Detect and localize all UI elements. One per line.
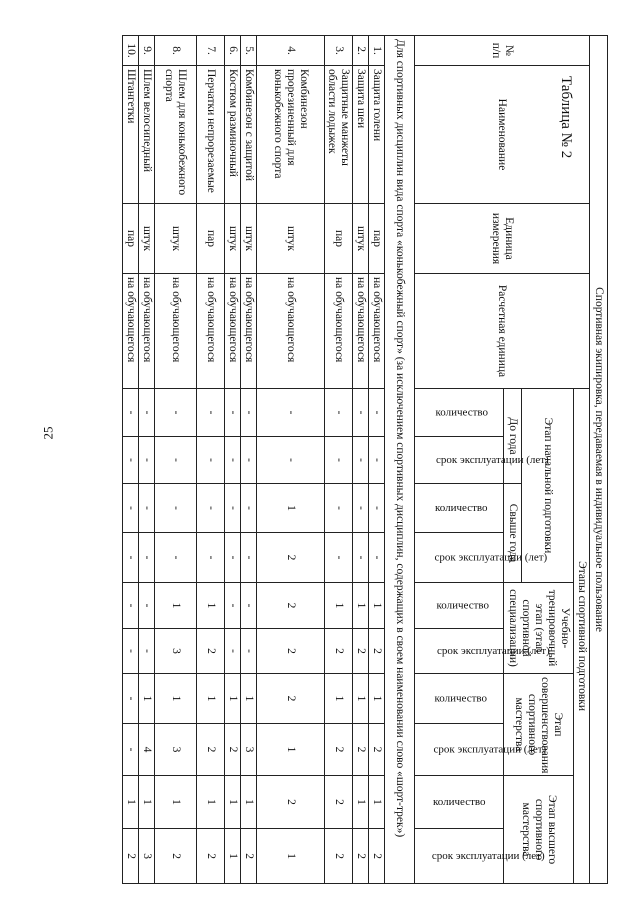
row-num: 7. bbox=[197, 36, 225, 66]
cell-value: - bbox=[257, 389, 325, 437]
cell-value: - bbox=[325, 533, 353, 583]
cell-value: 3 bbox=[241, 724, 257, 776]
cell-value: 2 bbox=[197, 829, 225, 884]
cell-value: - bbox=[369, 484, 385, 533]
cell-value: 1 bbox=[139, 674, 155, 724]
table-row bbox=[353, 36, 369, 884]
cell-value: 1 bbox=[123, 776, 139, 829]
cell-value: 1 bbox=[369, 776, 385, 829]
cell-value: 2 bbox=[123, 829, 139, 884]
cell-value: - bbox=[369, 437, 385, 484]
header-qty: количество bbox=[415, 389, 504, 437]
cell-value: - bbox=[225, 583, 241, 629]
cell-value: 2 bbox=[257, 674, 325, 724]
cell-value: 1 bbox=[353, 674, 369, 724]
table-row bbox=[197, 36, 225, 884]
cell-value: 2 bbox=[241, 829, 257, 884]
cell-value: - bbox=[325, 484, 353, 533]
row-calc: на обучающегося bbox=[197, 274, 225, 389]
row-unit: штук bbox=[257, 204, 325, 274]
row-num: 3. bbox=[325, 36, 353, 66]
header-stage-perfect: Этап совершенствования спортивного мастерства bbox=[504, 674, 574, 776]
cell-value: - bbox=[197, 437, 225, 484]
cell-value: - bbox=[225, 437, 241, 484]
row-name: Костюм разминочный bbox=[225, 66, 241, 204]
cell-value: - bbox=[123, 389, 139, 437]
table-row bbox=[123, 36, 139, 884]
row-unit: пар bbox=[325, 204, 353, 274]
cell-value: - bbox=[197, 533, 225, 583]
cell-value: - bbox=[197, 484, 225, 533]
row-num: 10. bbox=[123, 36, 139, 66]
row-name: Штангетки bbox=[123, 66, 139, 204]
cell-value: - bbox=[123, 533, 139, 583]
row-num: 4. bbox=[257, 36, 325, 66]
cell-value: 1 bbox=[155, 776, 197, 829]
cell-value: 2 bbox=[257, 533, 325, 583]
cell-value: - bbox=[257, 437, 325, 484]
equipment-table bbox=[122, 35, 608, 884]
cell-value: 2 bbox=[257, 629, 325, 674]
cell-value: - bbox=[241, 437, 257, 484]
cell-value: 2 bbox=[197, 629, 225, 674]
row-calc: на обучающегося bbox=[123, 274, 139, 389]
row-calc: на обучающегося bbox=[139, 274, 155, 389]
table-row bbox=[241, 36, 257, 884]
header-term: срок эксплуатации (лет) bbox=[415, 533, 504, 583]
row-unit: штук bbox=[155, 204, 197, 274]
cell-value: 1 bbox=[197, 674, 225, 724]
cell-value: 3 bbox=[155, 629, 197, 674]
cell-value: - bbox=[225, 389, 241, 437]
row-num: 1. bbox=[369, 36, 385, 66]
cell-value: 2 bbox=[369, 829, 385, 884]
cell-value: 1 bbox=[241, 776, 257, 829]
cell-value: - bbox=[325, 437, 353, 484]
table-row bbox=[139, 36, 155, 884]
cell-value: 1 bbox=[197, 776, 225, 829]
table-row bbox=[155, 36, 197, 884]
cell-value: - bbox=[241, 484, 257, 533]
cell-value: - bbox=[123, 484, 139, 533]
header-unit: Единица измерения bbox=[415, 204, 590, 274]
cell-value: - bbox=[225, 533, 241, 583]
cell-value: - bbox=[241, 629, 257, 674]
row-unit: пар bbox=[123, 204, 139, 274]
header-qty: количество bbox=[415, 674, 504, 724]
cell-value: - bbox=[197, 389, 225, 437]
cell-value: 1 bbox=[225, 776, 241, 829]
header-name: Наименование bbox=[415, 66, 590, 204]
cell-value: 1 bbox=[369, 674, 385, 724]
cell-value: - bbox=[353, 484, 369, 533]
cell-value: - bbox=[139, 533, 155, 583]
row-calc: на обучающегося bbox=[155, 274, 197, 389]
cell-value: 3 bbox=[155, 724, 197, 776]
row-name: Защита шеи bbox=[353, 66, 369, 204]
cell-value: 4 bbox=[139, 724, 155, 776]
row-calc: на обучающегося bbox=[257, 274, 325, 389]
row-name: Шлем для конькобежного спорта bbox=[155, 66, 197, 204]
cell-value: 2 bbox=[257, 583, 325, 629]
cell-value: 1 bbox=[225, 674, 241, 724]
cell-value: - bbox=[353, 437, 369, 484]
header-stage-higher: Этап высшего спортивного мастерства bbox=[504, 776, 574, 884]
cell-value: 1 bbox=[139, 776, 155, 829]
row-calc: на обучающегося bbox=[241, 274, 257, 389]
row-unit: штук bbox=[353, 204, 369, 274]
cell-value: - bbox=[123, 583, 139, 629]
table-row bbox=[225, 36, 241, 884]
cell-value: 1 bbox=[155, 583, 197, 629]
cell-value: - bbox=[139, 484, 155, 533]
header-term: срок эксплуатации (лет) bbox=[415, 437, 504, 484]
header-stage-training: Учебно-тренировочный этап (этап спортивной специализации) bbox=[504, 583, 574, 674]
header-calc: Расчетная единица bbox=[415, 274, 590, 389]
row-name: Защита голени bbox=[369, 66, 385, 204]
row-unit: штук bbox=[139, 204, 155, 274]
header-term: срок эксплуатации (лет) bbox=[415, 629, 504, 674]
cell-value: - bbox=[225, 484, 241, 533]
row-num: 9. bbox=[139, 36, 155, 66]
cell-value: 1 bbox=[325, 583, 353, 629]
rotated-table-container bbox=[88, 35, 608, 883]
table-row bbox=[369, 36, 385, 884]
cell-value: 3 bbox=[139, 829, 155, 884]
cell-value: 2 bbox=[325, 776, 353, 829]
row-name: Комбинезон с защитой bbox=[241, 66, 257, 204]
header-term: срок эксплуатации (лет) bbox=[415, 829, 504, 884]
cell-value: - bbox=[225, 629, 241, 674]
header-top: Спортивная экипировка, передаваемая в индивидуальное пользование bbox=[590, 36, 608, 884]
cell-value: 1 bbox=[225, 829, 241, 884]
row-name: Шлем велосипедный bbox=[139, 66, 155, 204]
header-num: № п/п bbox=[415, 36, 590, 66]
header-qty: количество bbox=[415, 583, 504, 629]
row-calc: на обучающегося bbox=[369, 274, 385, 389]
row-unit: пар bbox=[197, 204, 225, 274]
row-unit: штук bbox=[225, 204, 241, 274]
cell-value: 2 bbox=[225, 724, 241, 776]
cell-value: - bbox=[241, 533, 257, 583]
cell-value: 2 bbox=[325, 629, 353, 674]
cell-value: 2 bbox=[257, 776, 325, 829]
cell-value: 2 bbox=[197, 724, 225, 776]
cell-value: 2 bbox=[353, 629, 369, 674]
row-name: Комбинезон прорезиненный для конькобежного спорта bbox=[257, 66, 325, 204]
cell-value: 1 bbox=[353, 776, 369, 829]
header-qty: количество bbox=[415, 776, 504, 829]
cell-value: - bbox=[353, 389, 369, 437]
header-qty: количество bbox=[415, 484, 504, 533]
header-sub-upto: До года bbox=[504, 389, 522, 484]
cell-value: 2 bbox=[369, 629, 385, 674]
section-note: Для спортивных дисциплин вида спорта «конькобежный спорт» (за исключением спортивных дисциплин, содержащих в своем наименовании слово «шорт-трек») bbox=[385, 36, 415, 884]
cell-value: - bbox=[155, 389, 197, 437]
row-calc: на обучающегося bbox=[325, 274, 353, 389]
row-name: Защитные манжеты области лодыжек bbox=[325, 66, 353, 204]
cell-value: - bbox=[155, 533, 197, 583]
cell-value: - bbox=[139, 437, 155, 484]
cell-value: 2 bbox=[353, 724, 369, 776]
cell-value: 1 bbox=[369, 583, 385, 629]
cell-value: - bbox=[353, 533, 369, 583]
cell-value: - bbox=[123, 629, 139, 674]
header-sub-over: Свыше года bbox=[504, 484, 522, 583]
cell-value: 2 bbox=[325, 829, 353, 884]
table-row bbox=[325, 36, 353, 884]
cell-value: - bbox=[139, 583, 155, 629]
cell-value: - bbox=[139, 629, 155, 674]
table-title: Таблица № 2 bbox=[558, 76, 574, 159]
row-unit: штук bbox=[241, 204, 257, 274]
row-num: 5. bbox=[241, 36, 257, 66]
cell-value: - bbox=[155, 484, 197, 533]
cell-value: - bbox=[123, 437, 139, 484]
cell-value: 1 bbox=[257, 724, 325, 776]
cell-value: 1 bbox=[197, 583, 225, 629]
cell-value: - bbox=[325, 389, 353, 437]
cell-value: 2 bbox=[369, 724, 385, 776]
row-num: 6. bbox=[225, 36, 241, 66]
header-stages-group: Этапы спортивной подготовки bbox=[574, 389, 590, 884]
cell-value: - bbox=[369, 533, 385, 583]
header-stage-initial: Этап начальной подготовки bbox=[522, 389, 574, 583]
cell-value: 1 bbox=[257, 829, 325, 884]
cell-value: 1 bbox=[241, 674, 257, 724]
table-row bbox=[257, 36, 325, 884]
row-calc: на обучающегося bbox=[353, 274, 369, 389]
cell-value: 1 bbox=[155, 674, 197, 724]
cell-value: - bbox=[123, 724, 139, 776]
cell-value: - bbox=[241, 583, 257, 629]
header-term: срок эксплуатации (лет) bbox=[415, 724, 504, 776]
row-num: 8. bbox=[155, 36, 197, 66]
cell-value: - bbox=[241, 389, 257, 437]
cell-value: 1 bbox=[257, 484, 325, 533]
cell-value: - bbox=[139, 389, 155, 437]
row-calc: на обучающегося bbox=[225, 274, 241, 389]
cell-value: - bbox=[369, 389, 385, 437]
page-number: 25 bbox=[40, 426, 56, 440]
row-num: 2. bbox=[353, 36, 369, 66]
cell-value: 2 bbox=[353, 829, 369, 884]
cell-value: - bbox=[123, 674, 139, 724]
cell-value: - bbox=[155, 437, 197, 484]
cell-value: 1 bbox=[353, 583, 369, 629]
cell-value: 1 bbox=[325, 674, 353, 724]
cell-value: 2 bbox=[155, 829, 197, 884]
cell-value: 2 bbox=[325, 724, 353, 776]
row-unit: пар bbox=[369, 204, 385, 274]
row-name: Перчатки непрорезаемые bbox=[197, 66, 225, 204]
